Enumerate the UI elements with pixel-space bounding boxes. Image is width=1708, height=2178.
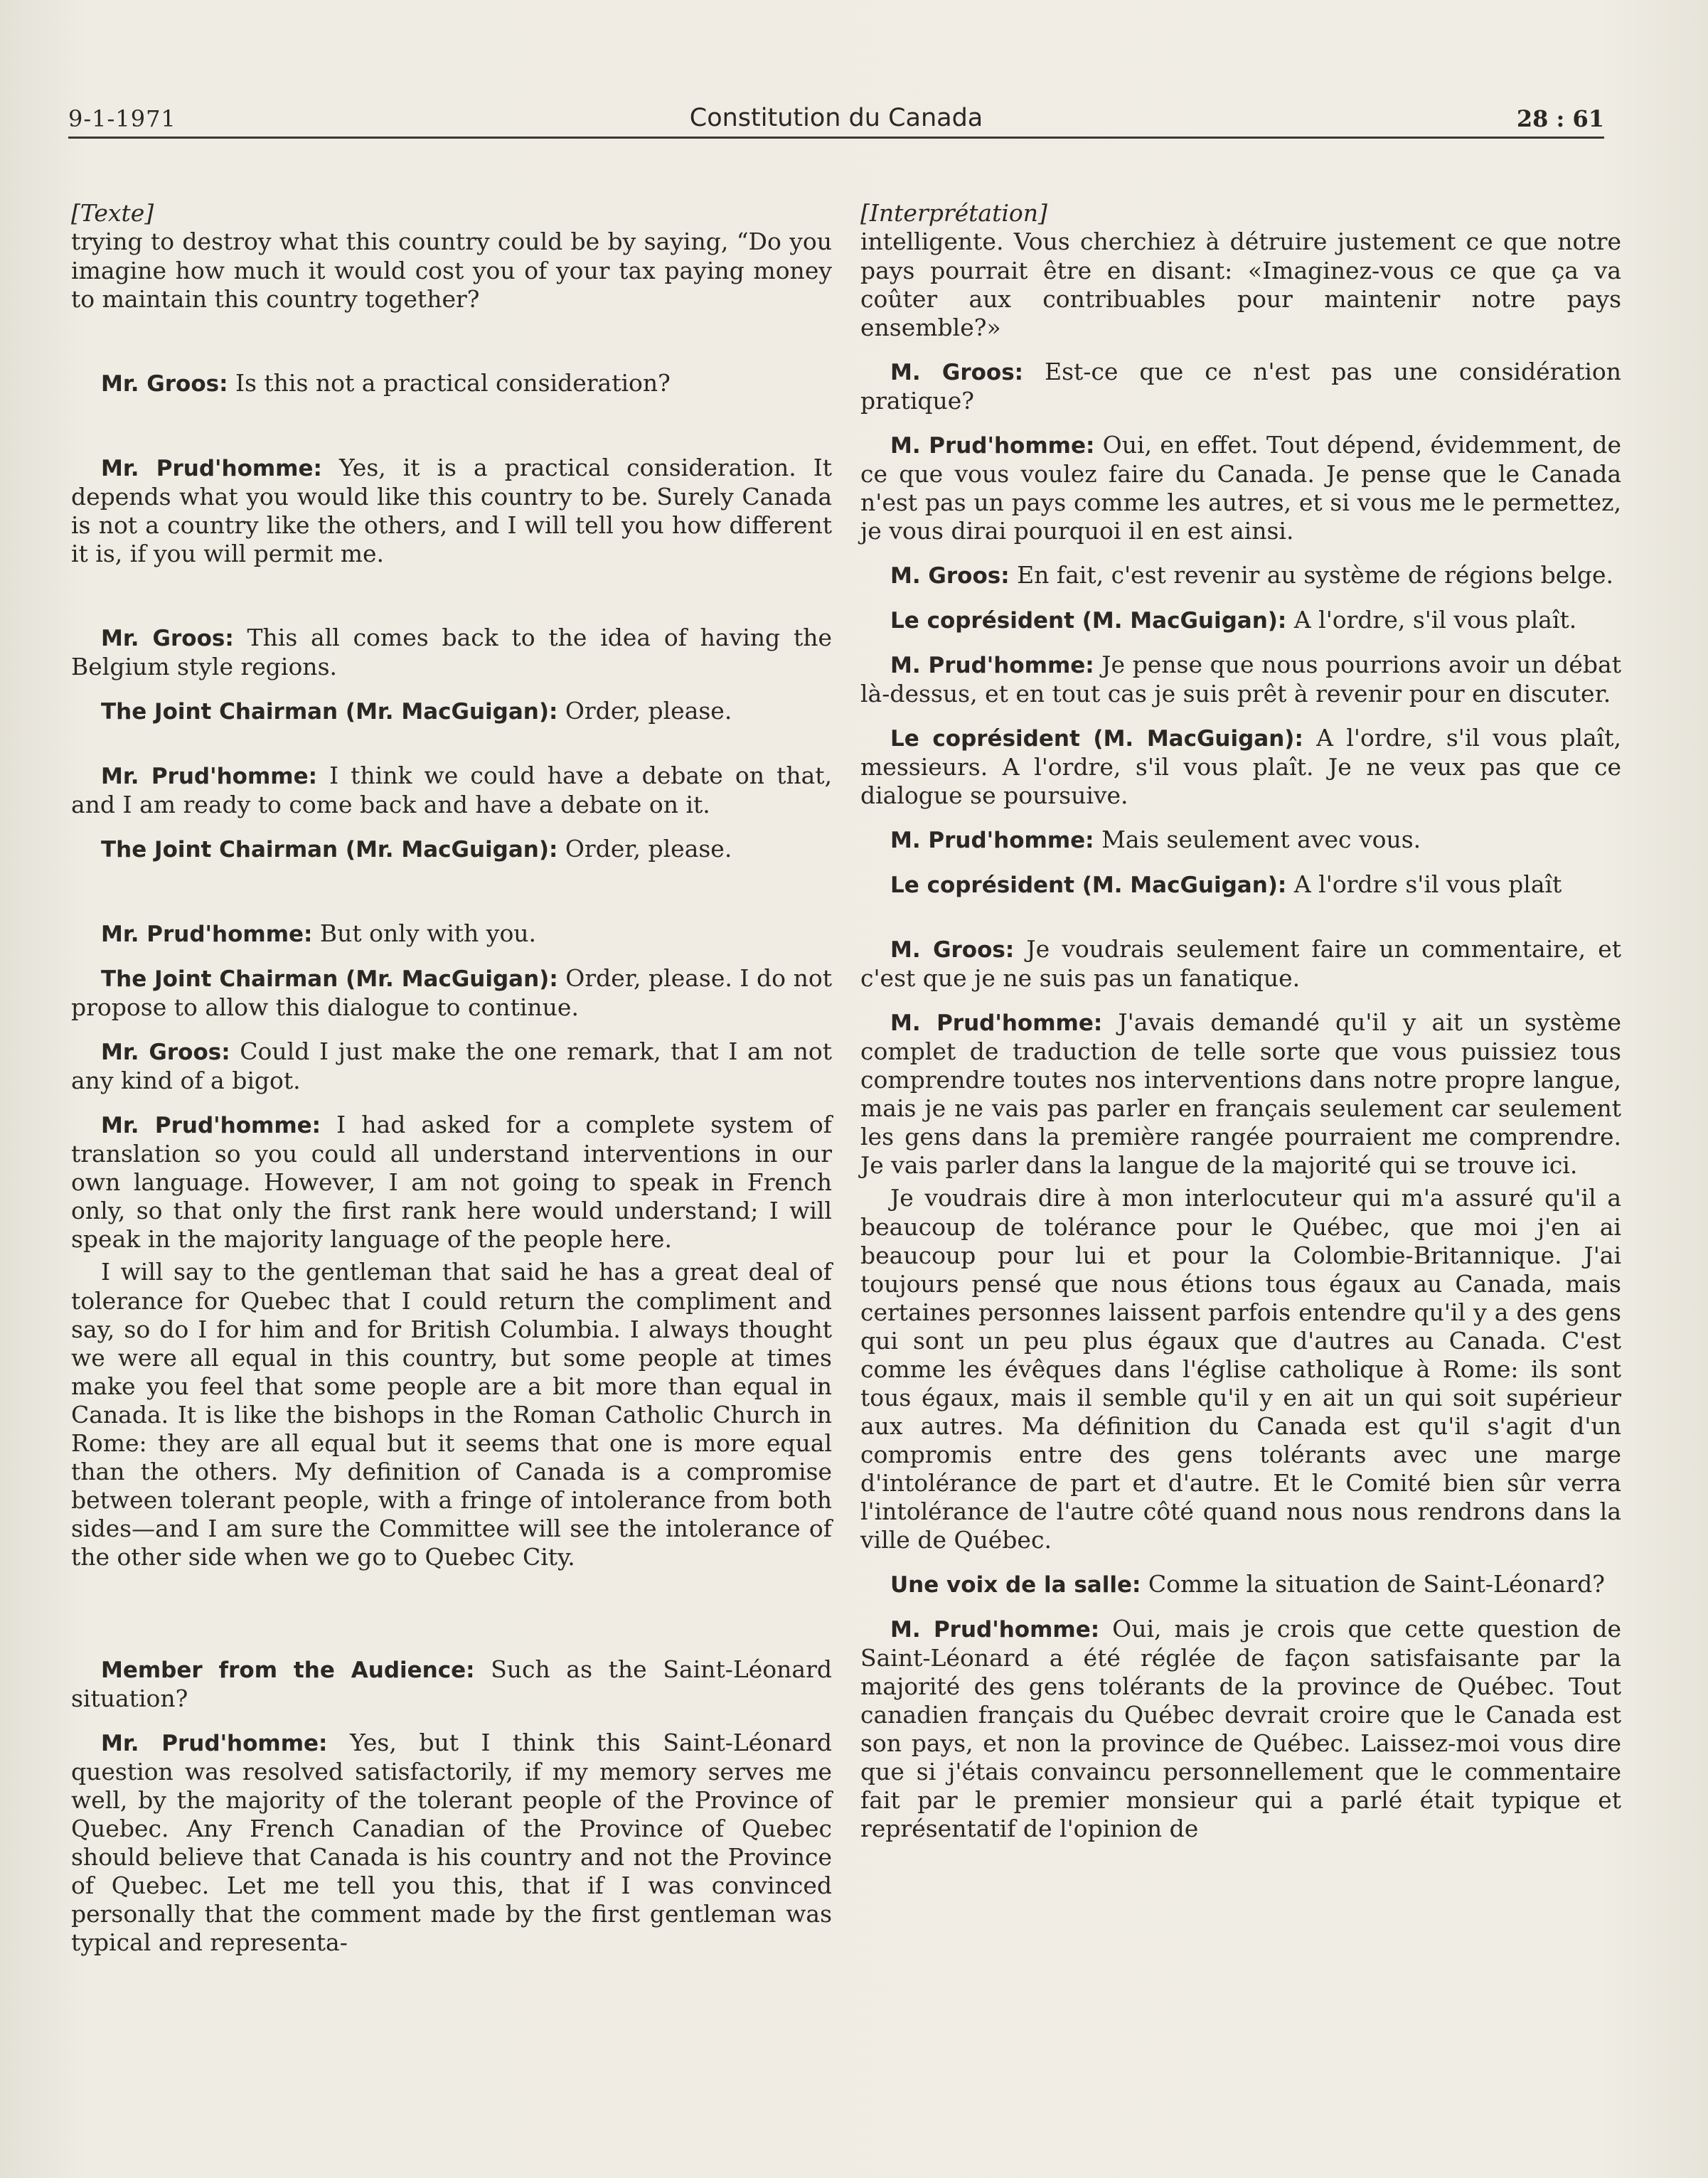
speaker-name: The Joint Chairman (Mr. MacGuigan): bbox=[101, 966, 558, 992]
paragraph-text: A l'ordre, s'il vous plaît. bbox=[1286, 606, 1577, 634]
speaker-name: Member from the Audience: bbox=[101, 1657, 475, 1683]
paragraph-text: This all comes back to the idea of having the Belgium style regions. bbox=[71, 624, 832, 680]
paragraph-text: A l'ordre s'il vous plaît bbox=[1286, 870, 1562, 898]
paragraph bbox=[71, 762, 832, 819]
paragraph-text: A l'ordre, s'il vous plaît, messieurs. A l'ordre, s'il vous plaît. Je ne veux pas que ce dialogue se poursuive. bbox=[860, 724, 1621, 809]
paragraph bbox=[860, 1570, 1621, 1599]
paragraph-text: Order, please. bbox=[557, 697, 732, 725]
paragraph-text: Est-ce que ce n'est pas une considération pratique? bbox=[860, 358, 1622, 415]
language-label: [Texte] bbox=[71, 199, 154, 227]
paragraph bbox=[860, 606, 1621, 635]
paragraph bbox=[860, 358, 1621, 415]
paragraph-text: But only with you. bbox=[312, 919, 537, 947]
paragraph bbox=[860, 1184, 1621, 1554]
paragraph bbox=[860, 431, 1621, 545]
speaker-name: Mr. Prud'homme: bbox=[101, 764, 318, 789]
speaker-name: Le coprésident (M. MacGuigan): bbox=[890, 726, 1303, 752]
paragraph bbox=[860, 870, 1621, 900]
speaker-name: Le coprésident (M. MacGuigan): bbox=[890, 608, 1287, 634]
paragraph-text: Je pense que nous pourrions avoir un débat là-dessus, et en tout cas je suis prêt à revenir pour en discuter. bbox=[860, 651, 1621, 708]
language-label: [Interprétation] bbox=[860, 199, 1047, 227]
speaker-name: M. Prud'homme: bbox=[890, 433, 1095, 459]
paragraph bbox=[71, 228, 832, 314]
paragraph-text: Yes, it is a practical consideration. It depends what you would like this country to be. Surely Canada is not a country like the others, and I will tell you how different it is, if you will permit me. bbox=[71, 454, 833, 567]
paragraph bbox=[860, 651, 1621, 708]
paragraph bbox=[71, 1258, 832, 1571]
paragraph-text: trying to destroy what this country could be by saying, “Do you imagine how much it would cost you of your tax paying money to maintain this country together? bbox=[71, 228, 832, 313]
page-header bbox=[68, 100, 1604, 139]
paragraph bbox=[860, 561, 1621, 590]
speaker-name: M. Groos: bbox=[890, 937, 1015, 963]
header-title: Constitution du Canada bbox=[689, 104, 983, 132]
speaker-name: Mr. Prud'homme: bbox=[101, 1113, 321, 1138]
paragraph bbox=[860, 1008, 1621, 1180]
paragraph bbox=[71, 1655, 832, 1713]
paragraph-text: intelligente. Vous cherchiez à détruire justement ce que notre pays pourrait être en disant: «Imaginez-vous ce que ça va coûter aux contribuables pour maintenir notre pays ensemble?» bbox=[860, 228, 1621, 341]
speaker-name: M. Prud'homme: bbox=[890, 828, 1094, 853]
speaker-name: M. Groos: bbox=[890, 360, 1024, 385]
paragraph bbox=[860, 935, 1621, 993]
paragraph-text: I had asked for a complete system of translation so you could all understand interventions in our own language. However, I am not going to speak in French only, so that only the first rank here would understand; I will speak in the majority language of the people here. bbox=[71, 1111, 832, 1253]
paragraph bbox=[860, 228, 1621, 342]
paragraph bbox=[71, 964, 832, 1022]
paragraph bbox=[71, 369, 832, 398]
speaker-name: Mr. Prud'homme: bbox=[101, 456, 322, 481]
speaker-name: Mr. Groos: bbox=[101, 371, 228, 397]
speaker-name: M. Groos: bbox=[890, 563, 1010, 589]
speaker-name: The Joint Chairman (Mr. MacGuigan): bbox=[101, 699, 558, 725]
speaker-name: Mr. Prud'homme: bbox=[101, 922, 313, 947]
speaker-name: Mr. Groos: bbox=[101, 1040, 230, 1065]
paragraph bbox=[71, 835, 832, 864]
paragraph-text: Yes, but I think this Saint-Léonard question was resolved satisfactorily, if my memory serves me well, by the majority of the tolerant people of the Province of Quebec. Any French Canadian of the Province of Quebec should believe that Canada is his country and not the Province of Quebec. Let me tell you this, that if I was convinced personally that the comment made by the first gentleman was typical and representa- bbox=[71, 1729, 832, 1956]
speaker-name: Mr. Groos: bbox=[101, 626, 234, 651]
paragraph-text: Oui, en effet. Tout dépend, évidemment, de ce que vous voulez faire du Canada. Je pense que le Canada n'est pas un pays comme les autres, et si vous me le permettez, je vous dirai pourquoi il en est ainsi. bbox=[860, 431, 1621, 545]
speaker-name: M. Prud'homme: bbox=[890, 1010, 1103, 1036]
paragraph-text: Could I just make the one remark, that I am not any kind of a bigot. bbox=[71, 1037, 832, 1094]
header-date: 9-1-1971 bbox=[68, 105, 176, 132]
paragraph-text: Is this not a practical consideration? bbox=[228, 369, 671, 397]
header-page-number: 28 : 61 bbox=[1516, 105, 1604, 132]
paragraph bbox=[860, 724, 1621, 810]
speaker-name: Une voix de la salle: bbox=[890, 1572, 1141, 1598]
paragraph-text: J'avais demandé qu'il y ait un système complet de traduction de telle sorte que vous puissiez tous comprendre toutes nos interventions dans notre propre langue, mais je ne vais pas parler en français seulement car seulement les gens dans la première rangée pourraient me comprendre. Je vais parler dans la langue de la majorité qui se trouve ici. bbox=[860, 1008, 1621, 1179]
paragraph-text: Comme la situation de Saint-Léonard? bbox=[1141, 1570, 1605, 1598]
paragraph-text: En fait, c'est revenir au système de régions belge. bbox=[1009, 561, 1613, 589]
paragraph bbox=[71, 919, 832, 949]
paragraph bbox=[71, 1729, 832, 1957]
speaker-name: M. Prud'homme: bbox=[890, 1617, 1100, 1643]
paragraph-text: Je voudrais seulement faire un commentaire, et c'est que je ne suis pas un fanatique. bbox=[860, 935, 1621, 992]
speaker-name: M. Prud'homme: bbox=[890, 653, 1094, 678]
paragraph bbox=[71, 1111, 832, 1254]
speaker-name: The Joint Chairman (Mr. MacGuigan): bbox=[101, 837, 558, 863]
paragraph bbox=[860, 826, 1621, 855]
paragraph bbox=[71, 454, 832, 568]
speaker-name: Mr. Prud'homme: bbox=[101, 1731, 328, 1756]
paragraph-text: Je voudrais dire à mon interlocuteur qui m'a assuré qu'il a beaucoup de tolérance pour le Québec, que moi j'en ai beaucoup pour lui et pour la Colombie-Britannique. J'ai toujours pensé que nous étions tous égaux au Canada, mais certaines personnes laissent parfois entendre qu'il y a des gens qui sont un peu plus égaux que d'autres au Canada. C'est comme les évêques dans l'église catholique à Rome: ils sont tous égaux, mais il semble qu'il y en ait un qui soit supérieur aux autres. Ma définition du Canada est qu'il s'agit d'un compromis entre des gens tolérants avec une marge d'intolérance de part et d'autre. Et le Comité bien sûr verra l'intolérance de l'autre côté quand nous nous rendrons dans la ville de Québec. bbox=[860, 1184, 1621, 1554]
paragraph-text: Oui, mais je crois que cette question de Saint-Léonard a été réglée de façon satisfaisante par la majorité des gens tolérants de la province de Québec. Tout canadien français du Québec devrait croire que le Canada est son pays, et non la province de Québec. Laissez-moi vous dire que si j'étais convaincu personnellement que le commentaire fait par le premier monsieur qui a parlé était typique et représentatif de l'opinion de bbox=[860, 1615, 1621, 1842]
paragraph-text: Order, please. bbox=[557, 835, 732, 863]
paragraph bbox=[860, 1615, 1621, 1843]
paragraph-text: Order, please. I do not propose to allow this dialogue to continue. bbox=[71, 964, 832, 1021]
speaker-name: Le coprésident (M. MacGuigan): bbox=[890, 872, 1287, 898]
paragraph-text: Mais seulement avec vous. bbox=[1094, 826, 1421, 853]
paragraph-text: Such as the Saint-Léonard situation? bbox=[71, 1655, 832, 1712]
paragraph bbox=[71, 1037, 832, 1095]
paragraph-text: I think we could have a debate on that, and I am ready to come back and have a debate on it. bbox=[71, 762, 833, 818]
french-column bbox=[860, 199, 1621, 1843]
paragraph-text: I will say to the gentleman that said he has a great deal of tolerance for Quebec that I could return the compliment and say, so do I for him and for British Columbia. I always thought we were all equal in this country, but some people at times make you feel that some people are a bit more than equal in Canada. It is like the bishops in the Roman Catholic Church in Rome: they are all equal but it seems that one is more equal than the others. My definition of Canada is a compromise between tolerant people, with a fringe of intolerance from both sides—and I am sure the Committee will see the intolerance of the other side when we go to Quebec City. bbox=[71, 1258, 832, 1571]
paragraph bbox=[71, 697, 832, 726]
english-column bbox=[71, 199, 832, 1957]
paragraph bbox=[71, 624, 832, 681]
